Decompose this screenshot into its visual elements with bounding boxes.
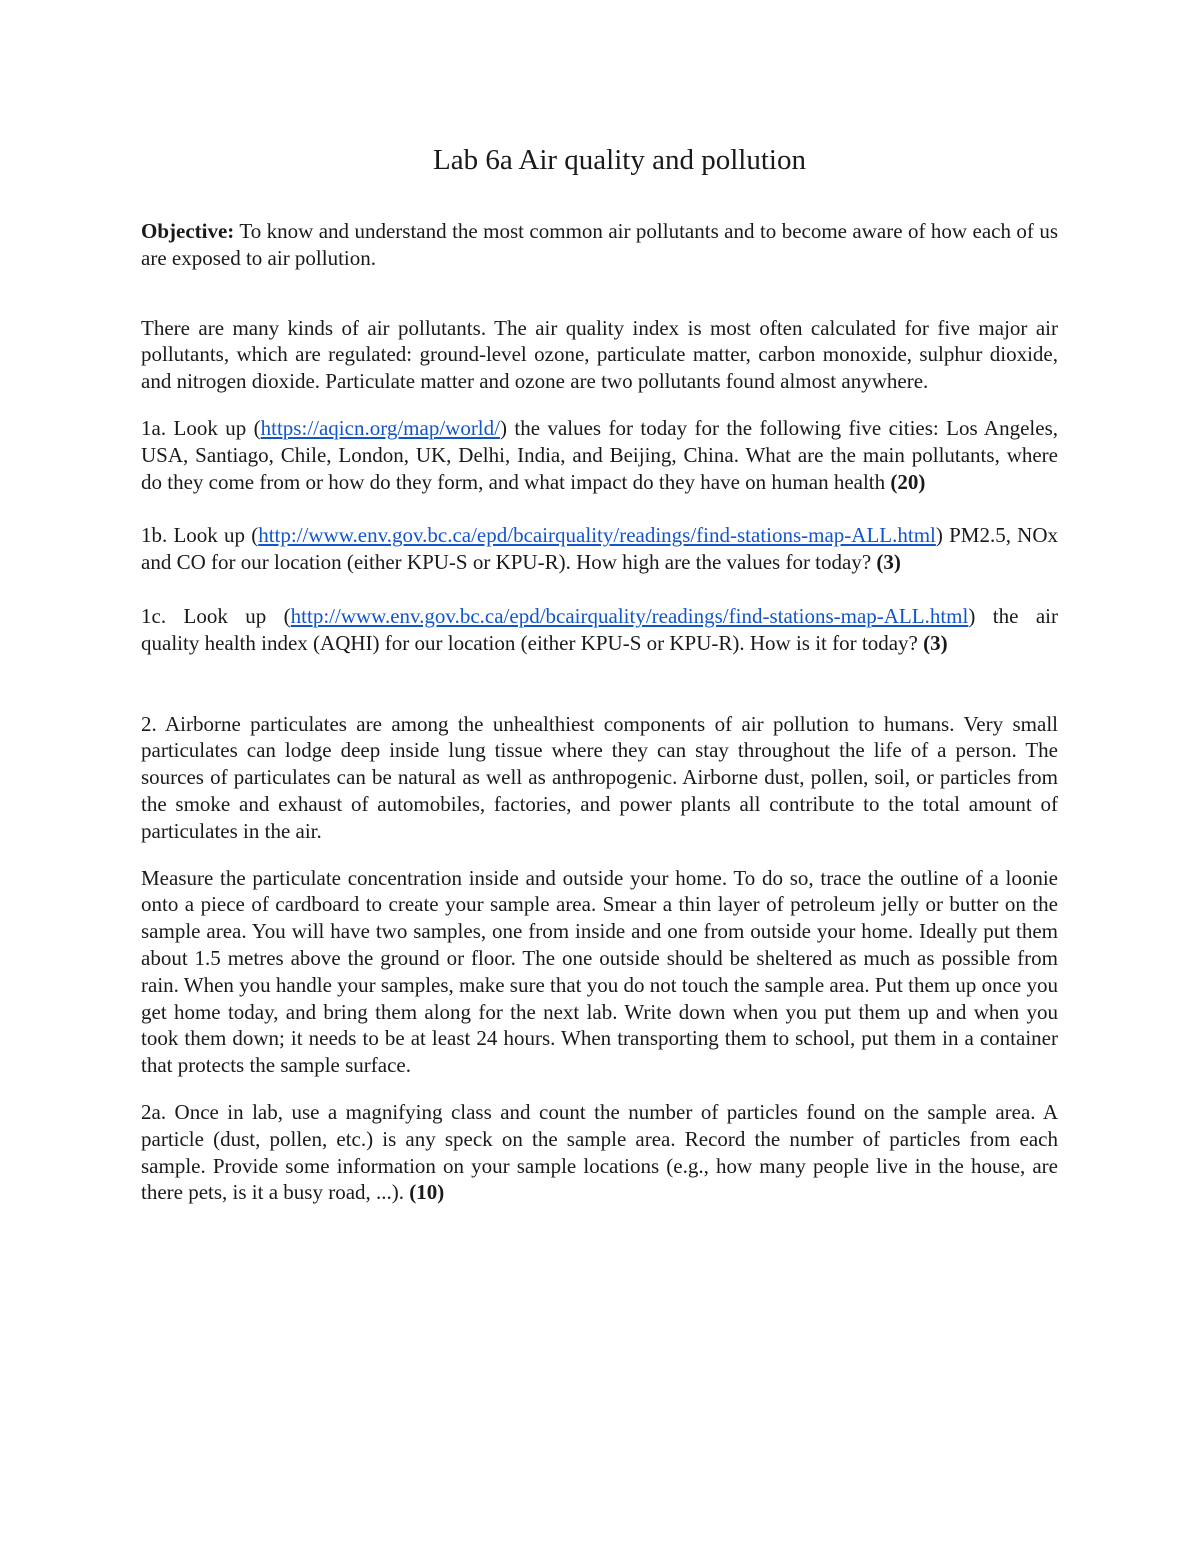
question-1b — [141, 522, 1058, 576]
question-1c — [141, 603, 1058, 657]
question-1c-text: ) the air quality health index (AQHI) for our location (either KPU-S or KPU-R). How is it for today? — [141, 603, 1058, 655]
question-1c-prefix: 1c. Look up ( — [141, 603, 291, 628]
question-1b-prefix: 1b. Look up ( — [141, 523, 259, 548]
objective-text: To know and understand the most common air pollutants and to become aware of how each of us are exposed to air pollution. — [141, 219, 1058, 270]
question-1c-points: (3) — [923, 630, 948, 655]
page-title: Lab 6a Air quality and pollution — [433, 144, 806, 176]
question-2a-text: 2a. Once in lab, use a magnifying class and count the number of particles found on the sample area. A particle (dust, pollen, etc.) is any speck on the sample area. Record the number of particles from each sample. Provide some information on your sample locations (e.g., how many people live in the house, are there pets, is it a busy road, ...). — [141, 1099, 1058, 1205]
question-1b-points: (3) — [876, 550, 901, 575]
question-1a-text: ) the values for today for the following five cities: Los Angeles, USA, Santiago, Chile, London, UK, Delhi, India, and Beijing, China. What are the main pollutants, where do they come from or how do they form, and what impact do they have on human health — [141, 415, 1058, 494]
question-2a-points: (10) — [409, 1180, 445, 1205]
intro-paragraph: There are many kinds of air pollutants. The air quality index is most often calculated for five major air pollutants, which are regulated: ground-level ozone, particulate matter, carbon monoxide, sulphur dioxide, and nitrogen dioxide. Particulate matter and ozone are two pollutants found almost anywhere. — [141, 315, 1058, 394]
question-1a-points: (20) — [890, 469, 926, 494]
question-2a — [141, 1099, 1058, 1206]
aqicn-link[interactable]: https://aqicn.org/map/world/ — [260, 415, 500, 440]
objective-paragraph — [141, 218, 1058, 272]
bc-air-quality-link-1b[interactable]: http://www.env.gov.bc.ca/epd/bcairquality/readings/find-stations-map-ALL.html — [258, 523, 936, 548]
measurement-instructions: Measure the particulate concentration inside and outside your home. To do so, trace the outline of a loonie onto a piece of cardboard to create your sample area. Smear a thin layer of petroleum jelly or butter on the sample area. You will have two samples, one from inside and one from outside your home. Ideally put them about 1.5 metres above the ground or floor. The one outside should be sheltered as much as possible from rain. When you handle your samples, make sure that you do not touch the sample area. Put them up once you get home today, and bring them along for the next lab. Write down when you put them up and when you took them down; it needs to be at least 24 hours. When transporting them to school, put them in a container that protects the sample surface. — [141, 865, 1058, 1078]
question-1b-text: ) PM2.5, NOx and CO for our location (either KPU-S or KPU-R). How high are the values for today? — [141, 523, 1058, 575]
question-2: 2. Airborne particulates are among the unhealthiest components of air pollution to humans. Very small particulates can lodge deep inside lung tissue where they can stay throughout the life of a person. The sources of particulates can be natural as well as anthropogenic. Airborne dust, pollen, soil, or particles from the smoke and exhaust of automobiles, factories, and power plants all contribute to the total amount of particulates in the air. — [141, 711, 1058, 843]
objective-label: Objective: — [141, 219, 235, 243]
document-page — [141, 140, 1058, 1206]
question-1a — [141, 415, 1058, 495]
bc-air-quality-link-1c[interactable]: http://www.env.gov.bc.ca/epd/bcairquality/readings/find-stations-map-ALL.html — [290, 603, 969, 628]
question-1a-prefix: 1a. Look up ( — [141, 415, 261, 440]
